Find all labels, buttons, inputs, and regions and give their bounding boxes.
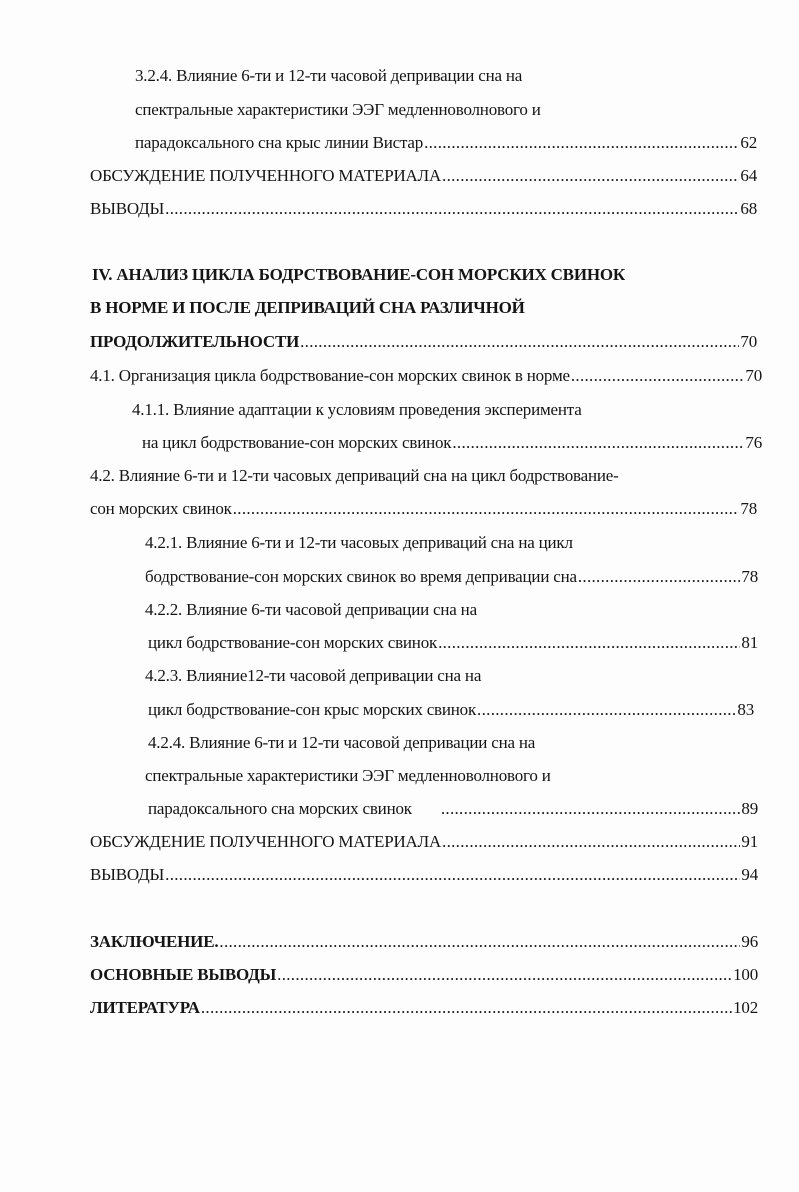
toc-entry-title: 4.1. Организация цикла бодрствование-сон морских свинок в норме bbox=[90, 366, 570, 385]
toc-entry-title: ПРОДОЛЖИТЕЛЬНОСТИ bbox=[90, 332, 300, 351]
toc-entry-4-2-line2[interactable] bbox=[90, 498, 757, 520]
toc-entry-title: цикл бодрствование-сон крыс морских свинок bbox=[148, 700, 477, 719]
toc-entry-3-2-4-line1: 3.2.4. Влияние 6-ти и 12-ти часовой депривации сна на bbox=[135, 66, 523, 85]
toc-entry-title: сон морских свинок bbox=[90, 499, 232, 518]
toc-entry-4-2-2-line1: 4.2.2. Влияние 6-ти часовой депривации сна на bbox=[145, 600, 477, 619]
toc-entry-main-conclusions[interactable] bbox=[90, 964, 758, 986]
leader-dots bbox=[201, 997, 732, 1019]
toc-entry-conclusions-4[interactable] bbox=[90, 864, 758, 886]
leader-dots bbox=[165, 198, 739, 220]
toc-entry-discussion-4[interactable] bbox=[90, 831, 758, 853]
leader-dots bbox=[578, 566, 741, 588]
leader-dots bbox=[165, 864, 740, 886]
toc-entry-conclusions-3[interactable] bbox=[90, 198, 757, 220]
leader-dots bbox=[441, 798, 741, 820]
toc-entry-title: ЛИТЕРАТУРА bbox=[90, 998, 200, 1017]
leader-dots bbox=[438, 632, 740, 654]
leader-dots bbox=[277, 964, 732, 986]
toc-entry-title: цикл бодрствование-сон морских свинок bbox=[148, 633, 438, 652]
toc-page-number: 83 bbox=[737, 700, 754, 719]
leader-dots bbox=[424, 132, 739, 154]
toc-entry-4-1-1-line2[interactable] bbox=[142, 432, 762, 454]
leader-dots bbox=[300, 331, 739, 353]
toc-chapter-4-line2: В НОРМЕ И ПОСЛЕ ДЕПРИВАЦИЙ СНА РАЗЛИЧНОЙ bbox=[90, 298, 525, 317]
toc-entry-literature[interactable] bbox=[90, 997, 758, 1019]
toc-entry-discussion-3[interactable] bbox=[90, 165, 757, 187]
toc-page-number: 76 bbox=[745, 433, 762, 452]
toc-entry-3-2-4-line2: спектральные характеристики ЭЭГ медленноволнового и bbox=[135, 100, 541, 119]
toc-page-number: 89 bbox=[741, 799, 758, 818]
toc-page-number: 100 bbox=[733, 965, 758, 984]
toc-entry-4-2-line1: 4.2. Влияние 6-ти и 12-ти часовых деприваций сна на цикл бодрствование- bbox=[90, 466, 619, 485]
toc-entry-4-2-3-line1: 4.2.3. Влияние12-ти часовой депривации сна на bbox=[145, 666, 482, 685]
toc-entry-title: ЗАКЛЮЧЕНИЕ. bbox=[90, 932, 219, 951]
toc-page-number: 102 bbox=[733, 998, 758, 1017]
toc-entry-3-2-4-line3[interactable] bbox=[135, 132, 757, 154]
toc-entry-4-1[interactable] bbox=[90, 365, 762, 387]
toc-page-number: 96 bbox=[741, 932, 758, 951]
toc-entry-title: ОБСУЖДЕНИЕ ПОЛУЧЕННОГО МАТЕРИАЛА bbox=[90, 166, 442, 185]
toc-entry-summary[interactable] bbox=[90, 931, 758, 953]
toc-entry-title: ВЫВОДЫ bbox=[90, 865, 165, 884]
leader-dots bbox=[442, 831, 740, 853]
toc-entry-4-1-1-line1: 4.1.1. Влияние адаптации к условиям проведения эксперимента bbox=[132, 400, 582, 419]
leader-dots bbox=[442, 165, 739, 187]
leader-dots bbox=[219, 931, 740, 953]
toc-entry-title: бодрствование-сон морских свинок во время депривации сна bbox=[145, 567, 577, 586]
toc-entry-title: ОБСУЖДЕНИЕ ПОЛУЧЕННОГО МАТЕРИАЛА bbox=[90, 832, 442, 851]
leader-dots bbox=[477, 699, 736, 721]
toc-page-number: 62 bbox=[740, 133, 757, 152]
toc-entry-title: парадоксального сна морских свинок bbox=[148, 799, 412, 818]
toc-entry-title: парадоксального сна крыс линии Вистар bbox=[135, 133, 424, 152]
toc-entry-title: на цикл бодрствование-сон морских свинок bbox=[142, 433, 452, 452]
toc-entry-title: ОСНОВНЫЕ ВЫВОДЫ bbox=[90, 965, 277, 984]
toc-entry-4-2-1-line2[interactable] bbox=[145, 566, 758, 588]
toc-page-number: 78 bbox=[740, 499, 757, 518]
toc-page-number: 81 bbox=[741, 633, 758, 652]
toc-entry-4-2-2-line2[interactable] bbox=[148, 632, 758, 654]
toc-page-number: 78 bbox=[741, 567, 758, 586]
leader-dots bbox=[452, 432, 744, 454]
toc-page-number: 68 bbox=[740, 199, 757, 218]
toc-entry-4-2-4-line1: 4.2.4. Влияние 6-ти и 12-ти часовой депривации сна на bbox=[148, 733, 536, 752]
leader-dots bbox=[233, 498, 740, 520]
toc-chapter-4-line1: IV. АНАЛИЗ ЦИКЛА БОДРСТВОВАНИЕ-СОН МОРСКИХ СВИНОК bbox=[92, 265, 626, 284]
toc-page-number: 70 bbox=[745, 366, 762, 385]
toc-page-number: 64 bbox=[740, 166, 757, 185]
toc-entry-title: ВЫВОДЫ bbox=[90, 199, 165, 218]
toc-page-number: 91 bbox=[741, 832, 758, 851]
toc-page-number: 70 bbox=[740, 332, 757, 351]
toc-entry-4-2-3-line2[interactable] bbox=[148, 699, 754, 721]
toc-entry-4-2-1-line1: 4.2.1. Влияние 6-ти и 12-ти часовых деприваций сна на цикл bbox=[145, 533, 573, 552]
toc-entry-4-2-4-line3[interactable] bbox=[148, 798, 758, 820]
leader-dots bbox=[571, 365, 745, 387]
toc-entry-4-2-4-line2: спектральные характеристики ЭЭГ медленноволнового и bbox=[145, 766, 551, 785]
toc-page-number: 94 bbox=[741, 865, 758, 884]
toc-chapter-4-line3[interactable] bbox=[90, 331, 757, 353]
